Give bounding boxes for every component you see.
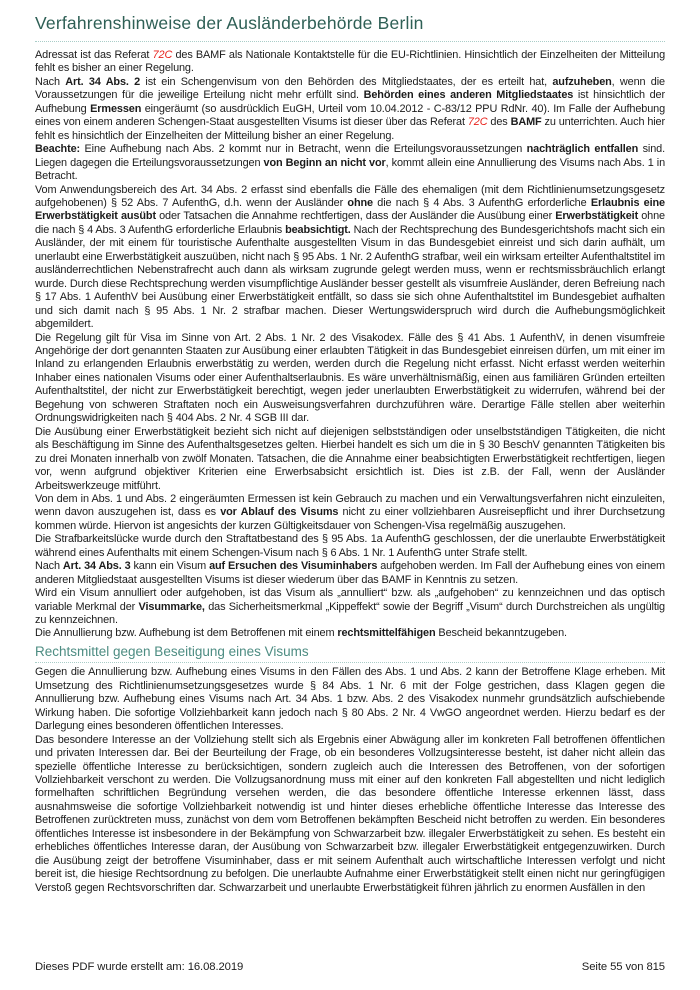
emphasis-text: Erlaubnis eine Erwerbstätigkeit ausübt xyxy=(35,196,665,223)
body-text: ohne die nach § 4 Abs. 3 AufenthG erforderliche Erlaubnis xyxy=(35,210,665,236)
body-text: Adressat ist das Referat xyxy=(35,49,153,61)
footer-page-number: Seite 55 von 815 xyxy=(581,961,665,973)
emphasis-text: Beachte: xyxy=(35,143,81,156)
body-text: Nach xyxy=(35,75,66,88)
page-title: Verfahrenshinweise der Ausländerbehörde Berlin xyxy=(35,13,665,42)
emphasis-text: nachträglich entfallen xyxy=(526,143,639,156)
paragraph xyxy=(35,493,665,533)
paragraph xyxy=(35,560,665,587)
body-text: die nach § 4 Abs. 3 AufenthG erforderliche xyxy=(372,196,591,209)
body-text: Die Ausübung einer Erwerbstätigkeit bezieht sich nicht auf diejenigen selbstständigen oder unselbstständigen Tätigkeiten, die nicht als Beschäftigung im Sinne des Aufenthaltsgesetzes gelten. Hierbei handelt es sich um die in § 30 BeschV genannten Tätigkeiten bis zu drei Monaten innerhalb von zwölf Monaten. Tatsachen, die die Annahme einer beabsichtigten Erwerbstätigkeit rechtfertigen, liegen vor, wenn aufgrund objektiver Kriterien eine Erwerbsabsicht ersichtlich ist. Dies ist z.B. der Fall, wenn der Ausländer Arbeitswerkzeuge mitführt. xyxy=(35,425,665,492)
emphasis-text: von Beginn an nicht vor xyxy=(263,156,386,169)
emphasis-text: aufzuheben xyxy=(552,75,612,88)
body-text: sind. Liegen dagegen die Erteilungsvoraussetzungen xyxy=(35,143,666,169)
body-text: Die Regelung gilt für Visa im Sinne von Art. 2 Abs. 1 Nr. 2 des Visakodex. Fälle des § 41 Abs. 1 AufenthV, in denen visumfreie Angehörige der dort genannten Staaten zur Ausübung einer erlaubten Tätigkeit in das Bundesgebiet einreisen dürfen, um mit einer im Inland zu erlangenden Erlaubnis erwerbstätig zu werden, werden durch die Regelung nicht erfasst. Nicht erfasst werden weiterhin Inhaber eines nationalen Visums oder einer Aufenthaltserlaubnis. Es wäre unverhältnismäßig, einen aus familiären Gründen erteilten Aufenthaltstitel, der nicht zur Erwerbstätigkeit berechtigt, wegen jeder unerlaubten Erwerbstätigkeit zu widerrufen, während bei der Begehung von schweren Straftaten noch ein Ausweisungsverfahren durchzuführen wäre. Derartige Fälle stellen aber weiterhin Ordnungswidrigkeiten nach § 404 Abs. 2 Nr. 4 SGB III dar. xyxy=(35,331,665,425)
body-text: ist hinsichtlich der Aufhebung xyxy=(35,89,665,115)
body-text: , wenn die Voraussetzungen für die jeweilige Erteilung nicht mehr erfüllt sind. xyxy=(35,75,665,102)
body-text: eingeräumt (so ausdrücklich EuGH, Urteil vom 10.04.2012 - C-83/12 PPU RdNr. 40). Im Falle der Aufhebung eines von einem anderen Schengen-Staat ausgestellten Visums ist dieser über das Referat xyxy=(35,102,666,129)
body-text: Von dem in Abs. 1 und Abs. 2 eingeräumten Ermessen ist kein Gebrauch zu machen und ein Verwaltungsverfahren nicht einzuleiten, wenn davon auszugehen ist, dass es xyxy=(35,492,665,519)
paragraph xyxy=(35,666,665,733)
body-text: ist ein Schengenvisum von den Behörden des Mitgliedstaates, der es erteilt hat, xyxy=(140,75,553,88)
footer-created-date: Dieses PDF wurde erstellt am: 16.08.2019 xyxy=(35,961,244,973)
emphasis-text: beabsichtigt. xyxy=(285,223,351,236)
body-text: zu unterrichten. Auch hier fehlt es hinsichtlich der Einzelheiten der Mitteilung bisher an einer Regelung. xyxy=(35,116,665,142)
paragraph xyxy=(35,143,665,183)
body-text: Gegen die Annullierung bzw. Aufhebung eines Visums in den Fällen des Abs. 1 und Abs. 2 kann der Betroffene Klage erheben. Mit Umsetzung des Richtlinienumsetzungsgesetzes wurde § 84 Abs. 1 Nr. 6 mit der Folge gestrichen, dass Klagen gegen die Annullierung bzw. Aufhebung eines Visums nach Art. 34 Abs. 1 bzw. Abs. 2 des Visakodex nunmehr grundsätzlich aufschiebende Wirkung haben. Die sofortige Vollziehbarkeit kann jedoch nach § 80 Abs. 2 Nr. 4 VwGO angeordnet werden. Hierzu bedarf es der Darlegung eines besonderen öffentlichen Interesses. xyxy=(35,666,665,733)
body-text: das Sicherheitsmerkmal „Kippeffekt“ sowie der Begriff „Visum“ durch Durchstreichen als ungültig zu kennzeichnen. xyxy=(35,600,665,627)
paragraph xyxy=(35,627,665,640)
emphasis-text: Behörden eines anderen Mitgliedstaates xyxy=(363,89,574,102)
body-text: des BAMF als Nationale Kontaktstelle für die EU-Richtlinien. Hinsichtlich der Einzelheiten der Mitteilung fehlt es bisher an einer Regelung. xyxy=(35,49,666,75)
body-text: des xyxy=(487,116,511,129)
emphasis-text: vor Ablauf des Visums xyxy=(220,506,339,519)
document-sections xyxy=(35,49,665,895)
paragraph xyxy=(35,184,665,332)
body-text: , kommt allein eine Annullierung des Visums nach Abs. 1 in Betracht. xyxy=(35,156,666,183)
paragraph xyxy=(35,49,665,76)
paragraph xyxy=(35,76,665,143)
emphasis-text: BAMF xyxy=(510,116,542,129)
paragraph xyxy=(35,533,665,560)
paragraph xyxy=(35,426,665,493)
body-text: Wird ein Visum annulliert oder aufgehoben, ist das Visum als „annulliert“ bzw. als „aufgehoben“ zu kennzeichnen und das optisch variable Merkmal der xyxy=(35,587,665,613)
emphasis-text: Erwerbstätigkeit xyxy=(555,210,639,223)
body-text: Die Annullierung bzw. Aufhebung ist dem Betroffenen mit einem xyxy=(35,627,338,640)
body-text: nicht zu einer vollziehbaren Ausreisepflicht und ihrer Durchsetzung kommen würde. Hiervon ist angesichts der kurzen Gültigkeitsdauer von Schengen-Visa regelmäßig auszugehen. xyxy=(35,506,665,532)
emphasis-text: Art. 34 Abs. 3 xyxy=(62,560,131,573)
paragraph xyxy=(35,332,665,426)
emphasis-text: Art. 34 Abs. 2 xyxy=(65,75,141,88)
body-text: aufgehoben werden. Im Fall der Aufhebung eines von einem anderen Mitgliedstaat ausgestellten Visums ist dieser wiederum über das BAMF in Kenntnis zu setzen. xyxy=(35,560,665,586)
body-text: Die Strafbarkeitslücke wurde durch den Straftatbestand des § 95 Abs. 1a AufenthG geschlossen, der die unerlaubte Erwerbstätigkeit während eines Aufenthalts mit einem Schengen-Visum nach § 6 Abs. 1 Nr. 1 AufenthG unter Strafe stellt. xyxy=(35,533,665,559)
body-text: Das besondere Interesse an der Vollziehung stellt sich als Ergebnis einer Abwägung aller im konkreten Fall betroffenen öffentlichen und privaten Interessen dar. Bei der Beurteilung der Frage, ob ein besonderes Vollzugsinteresse besteht, ist daher nicht allein das spezielle öffentliche Interesse zu berücksichtigen, sondern zugleich auch die Interessen des Betroffenen, von der sofortigen Vollziehbarkeit verschont zu werden. Die Vollzugsanordnung muss mit einer auf den konkreten Fall abgestellten und nicht lediglich formelhaften schriftlichen Begründung versehen werden, die das besondere öffentliche Interesse erkennen lässt, dass ausnahmsweise die sofortige Vollziehbarkeit notwendig ist und hinter dieses erhebliche öffentliche Interesse das Interesse des Betroffenen zurücktreten muss, zunächst von dem vom Betroffenen bekämpften Bescheid nicht betroffen zu werden. Ein besonderes öffentliches Interesse ist insbesondere in der Bekämpfung von Schwarzarbeit bzw. illegaler Erwerbstätigkeit zu sehen. Es besteht ein erhebliches öffentliches Interesse daran, der Ausübung von Schwarzarbeit bzw. illegaler Erwerbstätigkeit entgegenzuwirken. Durch die Ausübung zeigt der betroffene Visuminhaber, dass er mit seinem Aufenthalt auch wirtschaftliche Interessen verfolgt und nicht bereit ist, die hiesige Rechtsordnung zu befolgen. Die unerlaubte Aufnahme einer Erwerbstätigkeit stellt einen nicht nur geringfügigen Verstoß gegen Rechtsvorschriften dar. Schwarzarbeit und unerlaubte Erwerbstätigkeit führen jährlich zu enormen Ausfällen in den xyxy=(35,733,665,894)
referat-ref: 72C xyxy=(152,49,173,61)
emphasis-text: Visummarke, xyxy=(138,600,205,613)
body-text: oder Tatsachen die Annahme rechtfertigen, dass der Ausländer die Ausübung einer xyxy=(155,210,556,223)
body-text: Bescheid bekanntzugeben. xyxy=(435,627,567,640)
body-text: Nach xyxy=(35,560,63,573)
paragraph xyxy=(35,587,665,627)
emphasis-text: ohne xyxy=(347,196,373,209)
emphasis-text: auf Ersuchen des Visuminhabers xyxy=(209,560,378,573)
body-text: kann ein Visum xyxy=(130,560,210,573)
body-text: Vom Anwendungsbereich des Art. 34 Abs. 2 erfasst sind ebenfalls die Fälle des ehemaligen (mit dem Richtlinienumsetzungsgesetz aufgehobenen) § 52 Abs. 7 AufenthG, d.h. wenn der Ausländer xyxy=(35,183,665,209)
section-heading: Rechtsmittel gegen Beseitigung eines Visums xyxy=(35,645,665,663)
emphasis-text: Ermessen xyxy=(90,102,142,115)
paragraph xyxy=(35,734,665,895)
referat-ref: 72C xyxy=(467,116,488,129)
body-text: Nach der Rechtsprechung des Bundesgerichtshofs macht sich ein Ausländer, der mit einem für touristische Aufenthalte ausgestellten Visum in das Bundesgebiet einreist und sich darin aufhält, um unerlaubt eine Erwerbstätigkeit auszuüben, nicht nach § 95 Abs. 1 Nr. 2 AufenthG strafbar, weil ein wirksam erteilter Aufenthaltstitel im ausländerrechtlichen Nebenstrafrecht auch dann als wirksam zugrunde gelegt werden muss, wenn er rechtsmissbräuchlich erlangt wurde. Durch diese Rechtsprechung werden visumpflichtige Ausländer besser gestellt als visumfreie Ausländer, deren Befreiung nach § 17 Abs. 1 AufenthV bei Ausübung einer Erwerbstätigkeit entfällt, so dass sie sich ohne Aufenthaltstitel im Bundesgebiet aufhalten und sich damit nach § 95 Abs. 1 Nr. 2 strafbar machen. Dieser Wertungswiderspruch wird durch die Aufhebungsmöglichkeit abgemildert. xyxy=(35,223,665,331)
emphasis-text: rechtsmittelfähigen xyxy=(337,627,436,640)
body-text: Eine Aufhebung nach Abs. 2 kommt nur in Betracht, wenn die Erteilungsvoraussetzungen xyxy=(80,143,527,156)
page-footer xyxy=(35,961,665,973)
